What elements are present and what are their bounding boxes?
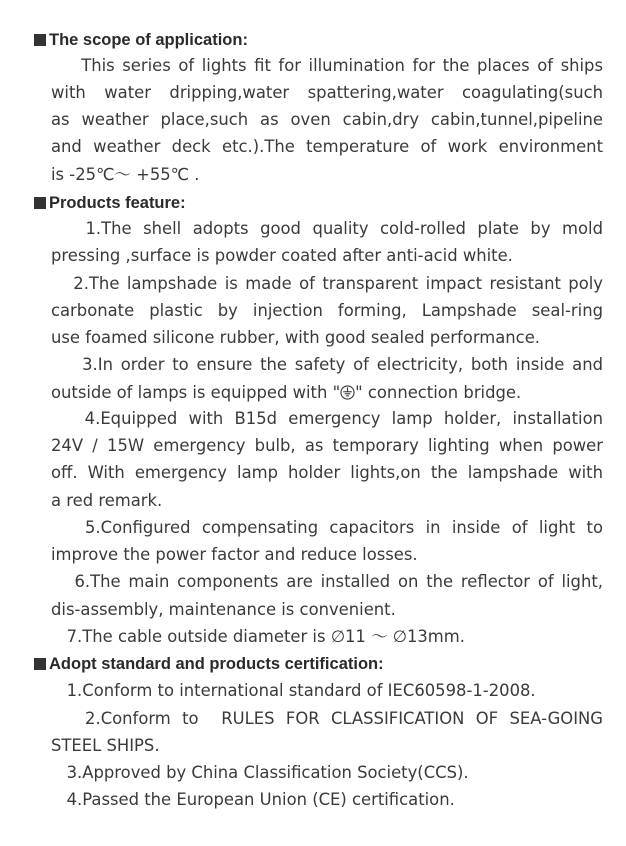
paragraph-line-with-icon (51, 379, 603, 406)
paragraph-line: improve the power factor and reduce losses. (51, 545, 418, 564)
paragraph-line: STEEL SHIPS. (51, 736, 160, 755)
paragraph-line: pressing ,surface is powder coated after anti-acid white. (51, 246, 513, 265)
paragraph-line: with water dripping,water spattering,water coagulating(such (51, 83, 603, 102)
paragraph-line: 2.Conform to RULES FOR CLASSIFICATION OF SEA-GOING (51, 709, 603, 728)
paragraph-line: 24V / 15W emergency bulb, as temporary lighting when power (51, 436, 603, 455)
paragraph-line: 3.Approved by China Classification Society(CCS). (51, 763, 469, 782)
section-heading-text: Products feature: (49, 194, 186, 212)
paragraph-line: as weather place,such as oven cabin,dry cabin,tunnel,pipeline (51, 110, 603, 129)
section-heading-text: Adopt standard and products certification: (49, 655, 384, 673)
paragraph-line: 5.Configured compensating capacitors in inside of light to (51, 518, 603, 537)
paragraph-line: off. With emergency lamp holder lights,on the lampshade with (51, 463, 603, 482)
paragraph-line: and weather deck etc.).The temperature of work environment (51, 137, 603, 156)
paragraph-line: 7.The cable outside diameter is ∅11 ～ ∅13mm. (51, 627, 465, 646)
square-bullet-icon (34, 658, 46, 670)
paragraph-line: 3.In order to ensure the safety of electricity, both inside and (51, 355, 603, 374)
square-bullet-icon (34, 197, 46, 209)
paragraph-line: 1.The shell adopts good quality cold-rolled plate by mold (51, 219, 603, 238)
paragraph-line: This series of lights fit for illumination for the places of ships (51, 56, 603, 75)
section-heading-text: The scope of application: (49, 31, 248, 49)
paragraph-line-part: outside of lamps is equipped with " (51, 383, 341, 402)
paragraph-line: 4.Equipped with B15d emergency lamp holder, installation (51, 409, 603, 428)
paragraph-line: carbonate plastic by injection forming, Lampshade seal-ring (51, 301, 603, 320)
section-heading-features (34, 191, 186, 215)
paragraph-line: a red remark. (51, 491, 163, 510)
paragraph-line: dis-assembly, maintenance is convenient. (51, 600, 396, 619)
section-heading-scope (34, 28, 248, 52)
earth-ground-icon (340, 385, 355, 400)
square-bullet-icon (34, 34, 46, 46)
paragraph-line: 6.The main components are installed on the reflector of light, (51, 572, 603, 591)
paragraph-line-part: " connection bridge. (355, 383, 522, 402)
section-heading-standards (34, 652, 384, 676)
paragraph-line: is -25℃～ +55℃ . (51, 165, 200, 184)
paragraph-line: use foamed silicone rubber, with good sealed performance. (51, 328, 540, 347)
paragraph-line: 4.Passed the European Union (CE) certification. (51, 790, 455, 809)
paragraph-line: 1.Conform to international standard of IEC60598-1-2008. (51, 681, 536, 700)
paragraph-line: 2.The lampshade is made of transparent impact resistant poly (51, 274, 603, 293)
